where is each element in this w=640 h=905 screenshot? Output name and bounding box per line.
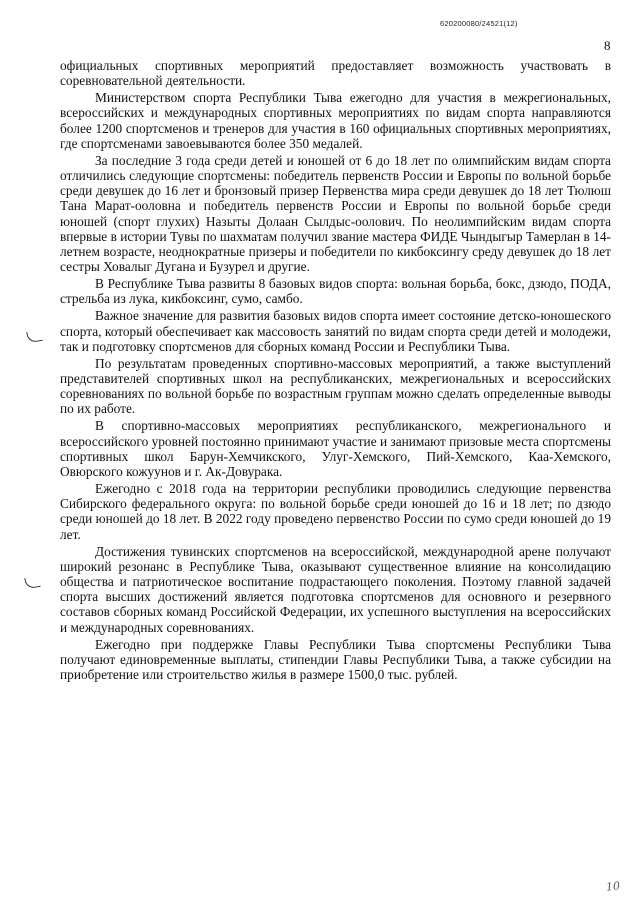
- document-code: 620200080/24521(12): [440, 19, 518, 28]
- handwritten-page-number: 10: [605, 879, 621, 894]
- paragraph: Важное значение для развития базовых видов спорта имеет состояние детско-юношеского спорта, который обеспечивает как массовость занятий по видам спорта среди детей и молодежи, так и подготовку спортсменов для сборных команд России и Республики Тыва.: [60, 308, 611, 354]
- document-body: [60, 58, 611, 684]
- page-number: 8: [604, 38, 611, 53]
- margin-check-mark: [24, 576, 40, 589]
- paragraph: За последние 3 года среди детей и юношей от 6 до 18 лет по олимпийским видам спорта отличились следующие спортсмены: победитель первенств России и Европы по вольной борьбе среди девушек до 16 лет и бронзовый призер Первенства мира среди девушек до 18 лет Тюлюш Тана Марат-ооловна и победитель первенств России и Европы по вольной борьбе среди юношей (спорт глухих) Назыты Долаан Сылдыс-оолович. По неолимпийским видам спорта впервые в истории Тувы по шахматам получил звание мастера ФИДЕ Чындыгыр Тамерлан в 14-летнем возрасте, неоднократные призеры и победители по кикбоксингу среду девушек до 18 лет сестры Ховалыг Дугана и Бузурел и другие.: [60, 152, 611, 275]
- paragraph: Ежегодно с 2018 года на территории республики проводились следующие первенства Сибирского федерального округа: по вольной борьбе среди юношей до 16 и 18 лет; по дзюдо среди юношей до 18 лет. В 2022 году проведено первенство России по сумо среди юношей до 19 лет.: [60, 481, 612, 542]
- paragraph-continuation: официальных спортивных мероприятий предоставляет возможность участвовать в соревновательной деятельности.: [60, 58, 611, 89]
- paragraph: Министерством спорта Республики Тыва ежегодно для участия в межрегиональных, всероссийских и международных спортивных мероприятиях по видам спорта направляются более 1200 спортсменов и тренеров для участия в 160 официальных спортивных мероприятиях, где спортсменами завоевываются более 350 медалей.: [60, 90, 611, 151]
- paragraph: Достижения тувинских спортсменов на всероссийской, международной арене получают широкий резонанс в Республике Тыва, оказывают существенное влияние на консолидацию общества и патриотическое воспитание подрастающего поколения. Поэтому главной задачей спорта высших достижений является подготовка спортсменов для основного и резервного составов сборных команд Российской Федерации, их успешного выступления на всероссийских и международных соревнованиях.: [60, 543, 611, 635]
- margin-check-mark: [26, 330, 42, 343]
- paragraph: В Республике Тыва развиты 8 базовых видов спорта: вольная борьба, бокс, дзюдо, ПОДА, стрельба из лука, кикбоксинг, сумо, самбо.: [60, 276, 611, 307]
- paragraph: По результатам проведенных спортивно-массовых мероприятий, а также выступлений представителей спортивных школ на республиканских, межрегиональных и всероссийских соревнованиях по вольной борьбе по возрастным группам можно сделать определенные выводы по их работе.: [60, 355, 611, 417]
- paragraph: В спортивно-массовых мероприятиях республиканского, межрегионального и всероссийского уровней постоянно принимают участие и занимают призовые места спортсмены спортивных школ Барун-Хемчикского, Улуг-Хемского, Пий-Хемского, Каа-Хемского, Овюрского кожуунов и г. Ак-Довурака.: [60, 418, 611, 480]
- paragraph: Ежегодно при поддержке Главы Республики Тыва спортсмены Республики Тыва получают единовременные выплаты, стипендии Главы Республики Тыва, а также субсидии на приобретение или строительство жилья в размере 1500,0 тыс. рублей.: [60, 636, 611, 683]
